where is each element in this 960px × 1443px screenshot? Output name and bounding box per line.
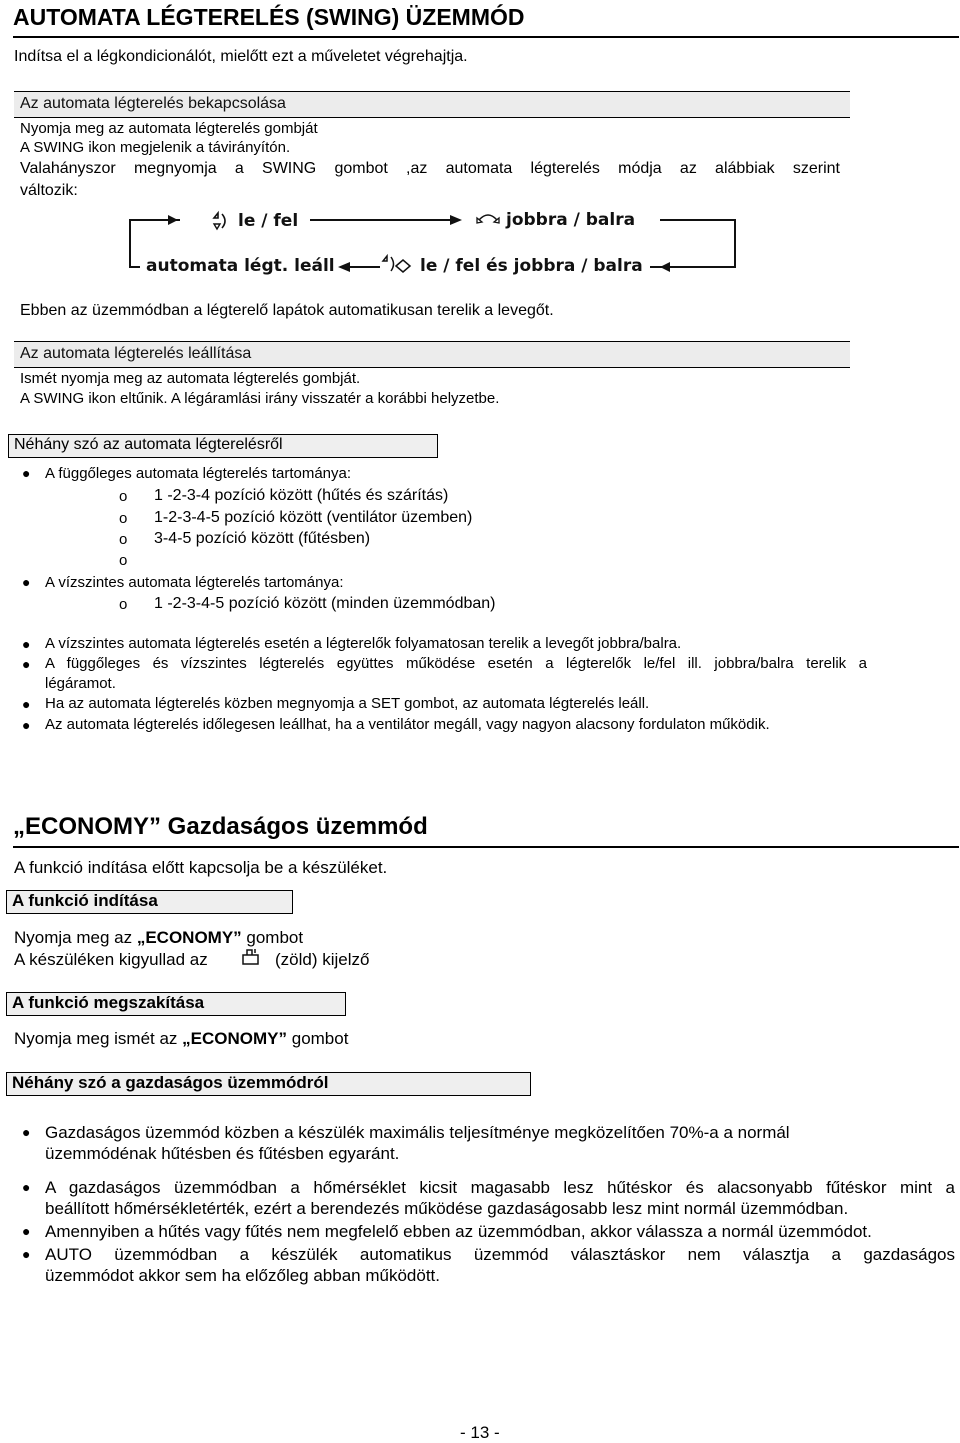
page-title-economy: „ECONOMY” Gazdaságos üzemmód <box>13 810 959 848</box>
economy-start-line1: Nyomja meg az „ECONOMY” gombot <box>14 928 304 947</box>
economy-stop-line: Nyomja meg ismét az „ECONOMY” gombot <box>14 1029 349 1048</box>
vertical-swing-icon <box>212 210 232 232</box>
swing-intro: Indítsa el a légkondicionálót, mielőtt ezt a műveletet végrehajtja. <box>14 48 468 65</box>
swing-on-line2: A SWING ikon megjelenik a távirányítón. <box>20 139 291 156</box>
bullet-icon: ● <box>22 656 31 672</box>
bullet-icon: ● <box>22 1246 31 1262</box>
economy-stop-heading: A funkció megszakítása <box>6 992 346 1016</box>
list-marker: o <box>119 488 128 505</box>
list-marker: o <box>119 510 128 527</box>
swing-note-2-cont: légáramot. <box>45 675 116 692</box>
economy-note-3: Amennyiben a hűtés vagy fűtés nem megfelelő ebben az üzemmódban, akkor válassza a normál üzemmódot. <box>45 1222 872 1241</box>
bullet-icon: ● <box>22 717 31 733</box>
list-item: 3-4-5 pozíció között (fűtésben) <box>154 530 371 547</box>
economy-notes-heading: Néhány szó a gazdaságos üzemmódról <box>6 1072 531 1096</box>
bullet-icon: ● <box>22 1124 31 1140</box>
list-item: 1 -2-3-4 pozíció között (hűtés és szárítás) <box>154 487 449 504</box>
vertical-range-label: A függőleges automata légterelés tartománya: <box>45 465 352 482</box>
bullet-icon: ● <box>22 696 31 712</box>
economy-start-heading: A funkció indítása <box>6 890 293 914</box>
swing-note-1: A vízszintes automata légterelés esetén a légterelők folyamatosan terelik a levegőt jobbra/balra. <box>45 635 682 652</box>
swing-on-line3: Valahányszor megnyomja a SWING gombot ,az automata légterelés módja az alábbiak szerint <box>20 160 840 177</box>
swing-note-3: Ha az automata légterelés közben megnyomja a SET gombot, az automata légterelés leáll. <box>45 695 650 712</box>
bullet-icon: ● <box>22 574 31 590</box>
swing-on-line1: Nyomja meg az automata légterelés gombját <box>20 120 318 137</box>
swing-note-4: Az automata légterelés időlegesen leállhat, ha a ventilátor megáll, vagy nagyon alacsony fordulaton működik. <box>45 716 770 733</box>
swing-note-2: A függőleges és vízszintes légterelés együttes működése esetén a légterelők le/fel ill. jobbra/balra terelik a <box>45 655 867 672</box>
economy-note-1-cont: üzemmódénak hűtésben és fűtésben egyaránt. <box>45 1144 400 1163</box>
swing-off-line2: A SWING ikon eltűnik. A légáramlási irány visszatér a korábbi helyzetbe. <box>20 390 500 407</box>
list-marker: o <box>119 552 128 569</box>
bullet-icon: ● <box>22 465 31 481</box>
list-item: 1 -2-3-4-5 pozíció között (minden üzemmódban) <box>154 595 496 612</box>
economy-indicator-icon <box>240 947 262 967</box>
diagram-leftright-label: jobbra / balra <box>506 210 636 230</box>
page-title-swing: AUTOMATA LÉGTERELÉS (SWING) ÜZEMMÓD <box>13 2 959 38</box>
economy-note-2-cont: beállított hőmérsékletérték, ezért a berendezés működése gazdaságosabb lesz mint normál üzemmódban. <box>45 1199 849 1218</box>
horizontal-swing-icon <box>476 208 500 228</box>
list-marker: o <box>119 596 128 613</box>
diagram-stop-label: automata légt. leáll <box>146 256 335 276</box>
bullet-icon: ● <box>22 1223 31 1239</box>
economy-note-4-cont: üzemmódot akkor sem ha előzőleg abban működött. <box>45 1266 441 1285</box>
page-number: - 13 - <box>460 1423 500 1442</box>
economy-start-line2-post: (zöld) kijelző <box>275 950 370 969</box>
both-swing-icon <box>381 253 415 275</box>
swing-on-heading: Az automata légterelés bekapcsolása <box>14 91 850 118</box>
bullet-icon: ● <box>22 636 31 652</box>
swing-off-heading: Az automata légterelés leállítása <box>14 341 850 368</box>
economy-note-4: AUTO üzemmódban a készülék automatikus üzemmód választáskor nem választja a gazdaságos <box>45 1245 955 1264</box>
economy-note-2: A gazdaságos üzemmódban a hőmérséklet kicsit magasabb lesz hűtéskor és alacsonyabb fűtéskor mint a <box>45 1178 955 1197</box>
list-item: 1-2-3-4-5 pozíció között (ventilátor üzemben) <box>154 509 473 526</box>
bullet-icon: ● <box>22 1179 31 1195</box>
swing-off-line1: Ismét nyomja meg az automata légterelés gombját. <box>20 370 361 387</box>
list-marker: o <box>119 531 128 548</box>
economy-intro: A funkció indítása előtt kapcsolja be a készüléket. <box>14 858 388 877</box>
swing-on-line3-cont: változik: <box>20 182 78 199</box>
diagram-updown-label: le / fel <box>238 211 299 231</box>
swing-mode-text: Ebben az üzemmódban a légterelő lapátok automatikusan terelik a levegőt. <box>20 302 554 319</box>
economy-start-line2-text: A készüléken kigyullad az <box>14 950 208 969</box>
economy-note-1: Gazdaságos üzemmód közben a készülék maximális teljesítménye megközelítően 70%-a a normál <box>45 1123 790 1142</box>
horizontal-range-label: A vízszintes automata légterelés tartománya: <box>45 574 344 591</box>
swing-notes-heading: Néhány szó az automata légterelésről <box>8 434 438 458</box>
diagram-both-label: le / fel és jobbra / balra <box>420 256 643 276</box>
